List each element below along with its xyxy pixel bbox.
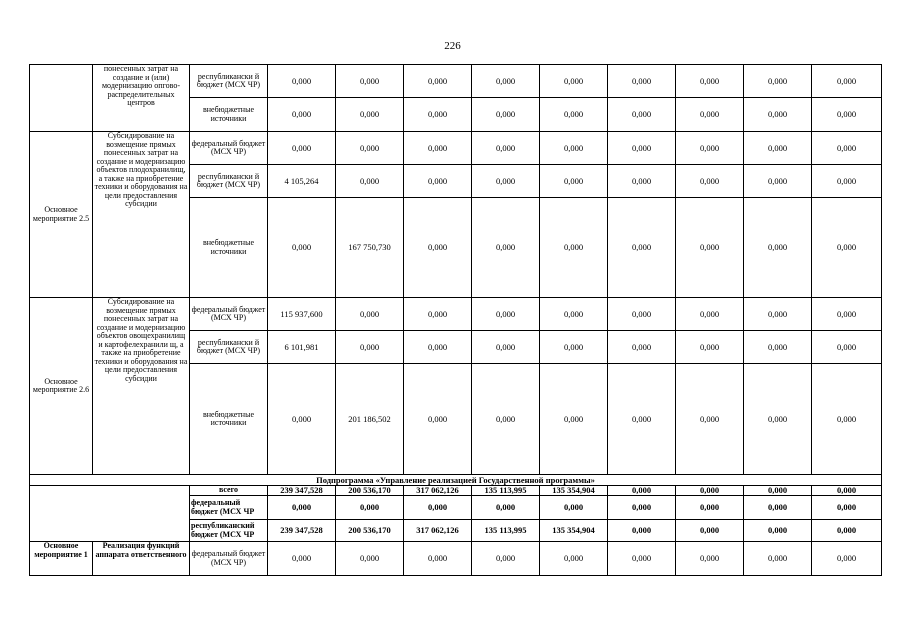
- source-cell: всего: [190, 486, 268, 496]
- value-cell: 239 347,528: [268, 486, 336, 496]
- value-cell: 4 105,264: [268, 165, 336, 198]
- source-cell: республикански й бюджет (МСХ ЧР): [190, 65, 268, 98]
- source-cell: федеральный бюджет (МСХ ЧР: [190, 496, 268, 520]
- table-row: [30, 298, 882, 331]
- empty-cell: [30, 486, 190, 542]
- value-cell: 0,000: [812, 496, 882, 520]
- value-cell: 0,000: [608, 198, 676, 298]
- value-cell: 0,000: [812, 542, 882, 576]
- source-cell: республикански й бюджет (МСХ ЧР): [190, 165, 268, 198]
- value-cell: 0,000: [744, 132, 812, 165]
- value-cell: 0,000: [404, 65, 472, 98]
- value-cell: 0,000: [404, 331, 472, 364]
- value-cell: 0,000: [744, 542, 812, 576]
- value-cell: 0,000: [404, 98, 472, 132]
- value-cell: 0,000: [336, 65, 404, 98]
- value-cell: 0,000: [268, 65, 336, 98]
- source-cell: республиканский бюджет (МСХ ЧР: [190, 520, 268, 542]
- table-row: [30, 132, 882, 165]
- value-cell: 0,000: [676, 98, 744, 132]
- value-cell: 0,000: [676, 364, 744, 475]
- value-cell: 0,000: [608, 165, 676, 198]
- description-cell: Субсидирование на возмещение прямых понесенных затрат на создание и модернизацию объектов плодохранилищ, а также на приобретение техники и оборудования на цели предоставления субсидии: [93, 132, 190, 298]
- value-cell: 0,000: [336, 132, 404, 165]
- description-cell: Субсидирование на возмещение прямых понесенных затрат на создание и модернизацию объектов овощехранилищ и картофелехранили щ, а также на приобретение техники и оборудования на цели предоставления субсидии: [93, 298, 190, 475]
- value-cell: 0,000: [676, 298, 744, 331]
- value-cell: 0,000: [540, 132, 608, 165]
- value-cell: 6 101,981: [268, 331, 336, 364]
- value-cell: 0,000: [744, 298, 812, 331]
- value-cell: 0,000: [268, 132, 336, 165]
- value-cell: 0,000: [676, 65, 744, 98]
- value-cell: 0,000: [676, 331, 744, 364]
- value-cell: 0,000: [472, 98, 540, 132]
- value-cell: 0,000: [472, 65, 540, 98]
- table-row: [30, 542, 882, 576]
- value-cell: 0,000: [268, 198, 336, 298]
- value-cell: 0,000: [676, 132, 744, 165]
- value-cell: 317 062,126: [404, 486, 472, 496]
- description-cell: понесенных затрат на создание и (или) модернизацию опгово-распределительных центров: [93, 65, 190, 132]
- value-cell: 0,000: [336, 331, 404, 364]
- value-cell: 0,000: [540, 331, 608, 364]
- value-cell: 0,000: [472, 298, 540, 331]
- value-cell: 0,000: [676, 486, 744, 496]
- value-cell: 0,000: [812, 132, 882, 165]
- value-cell: 200 536,170: [336, 486, 404, 496]
- value-cell: 0,000: [404, 496, 472, 520]
- value-cell: 0,000: [336, 542, 404, 576]
- value-cell: 0,000: [404, 298, 472, 331]
- value-cell: 0,000: [540, 98, 608, 132]
- value-cell: 0,000: [676, 496, 744, 520]
- value-cell: 200 536,170: [336, 520, 404, 542]
- value-cell: 239 347,528: [268, 520, 336, 542]
- page-number: 226: [444, 40, 461, 52]
- value-cell: 0,000: [540, 298, 608, 331]
- value-cell: 0,000: [540, 542, 608, 576]
- value-cell: 0,000: [472, 331, 540, 364]
- value-cell: 135 354,904: [540, 520, 608, 542]
- value-cell: 0,000: [472, 542, 540, 576]
- value-cell: 0,000: [608, 364, 676, 475]
- value-cell: 0,000: [744, 364, 812, 475]
- value-cell: 0,000: [472, 132, 540, 165]
- value-cell: 0,000: [404, 542, 472, 576]
- value-cell: 0,000: [744, 520, 812, 542]
- value-cell: 0,000: [472, 198, 540, 298]
- value-cell: 0,000: [608, 65, 676, 98]
- value-cell: 0,000: [744, 331, 812, 364]
- value-cell: 0,000: [812, 520, 882, 542]
- value-cell: 0,000: [540, 198, 608, 298]
- value-cell: 0,000: [744, 98, 812, 132]
- value-cell: 0,000: [336, 496, 404, 520]
- table-row: [30, 486, 882, 496]
- value-cell: 0,000: [472, 165, 540, 198]
- source-cell: внебюджетные источники: [190, 98, 268, 132]
- value-cell: 0,000: [812, 165, 882, 198]
- value-cell: 0,000: [336, 298, 404, 331]
- value-cell: 0,000: [268, 98, 336, 132]
- value-cell: 0,000: [608, 496, 676, 520]
- value-cell: 0,000: [336, 98, 404, 132]
- value-cell: 135 354,904: [540, 486, 608, 496]
- table-row: [30, 475, 882, 486]
- source-cell: федеральный бюджет (МСХ ЧР): [190, 132, 268, 165]
- budget-table: [29, 64, 882, 576]
- value-cell: 0,000: [812, 65, 882, 98]
- value-cell: 0,000: [744, 198, 812, 298]
- value-cell: 0,000: [472, 496, 540, 520]
- measure-label: Основное мероприятие 2.5: [30, 132, 93, 298]
- value-cell: 0,000: [336, 165, 404, 198]
- value-cell: 0,000: [744, 496, 812, 520]
- value-cell: 0,000: [744, 486, 812, 496]
- value-cell: 0,000: [676, 542, 744, 576]
- measure-cell: [30, 65, 93, 132]
- value-cell: 0,000: [608, 331, 676, 364]
- value-cell: 0,000: [472, 364, 540, 475]
- value-cell: 167 750,730: [336, 198, 404, 298]
- value-cell: 0,000: [404, 132, 472, 165]
- value-cell: 0,000: [812, 298, 882, 331]
- value-cell: 0,000: [812, 198, 882, 298]
- value-cell: 0,000: [812, 364, 882, 475]
- value-cell: 201 186,502: [336, 364, 404, 475]
- value-cell: 0,000: [812, 98, 882, 132]
- value-cell: 0,000: [608, 542, 676, 576]
- measure-label: Основное мероприятие 1: [30, 542, 93, 576]
- value-cell: 0,000: [812, 486, 882, 496]
- subprogram-title: Подпрограмма «Управление реализацией Государственной программы»: [30, 475, 882, 486]
- value-cell: 0,000: [608, 98, 676, 132]
- value-cell: 0,000: [608, 486, 676, 496]
- value-cell: 0,000: [608, 520, 676, 542]
- value-cell: 0,000: [268, 542, 336, 576]
- value-cell: 0,000: [676, 198, 744, 298]
- description-cell: Реализация функций аппарата ответственного: [93, 542, 190, 576]
- source-cell: внебюджетные источники: [190, 198, 268, 298]
- value-cell: 0,000: [404, 364, 472, 475]
- source-cell: федеральный бюджет (МСХ ЧР): [190, 298, 268, 331]
- value-cell: 0,000: [540, 496, 608, 520]
- source-cell: федеральный бюджет (МСХ ЧР): [190, 542, 268, 576]
- value-cell: 0,000: [404, 198, 472, 298]
- table-row: [30, 65, 882, 98]
- source-cell: внебюджетные источники: [190, 364, 268, 475]
- value-cell: 0,000: [608, 132, 676, 165]
- value-cell: 115 937,600: [268, 298, 336, 331]
- value-cell: 0,000: [540, 65, 608, 98]
- value-cell: 135 113,995: [472, 486, 540, 496]
- value-cell: 0,000: [540, 165, 608, 198]
- value-cell: 0,000: [676, 165, 744, 198]
- value-cell: 0,000: [676, 520, 744, 542]
- value-cell: 0,000: [744, 165, 812, 198]
- value-cell: 0,000: [268, 496, 336, 520]
- measure-label: Основное мероприятие 2.6: [30, 298, 93, 475]
- value-cell: 0,000: [404, 165, 472, 198]
- value-cell: 317 062,126: [404, 520, 472, 542]
- value-cell: 0,000: [812, 331, 882, 364]
- value-cell: 135 113,995: [472, 520, 540, 542]
- value-cell: 0,000: [608, 298, 676, 331]
- source-cell: республикански й бюджет (МСХ ЧР): [190, 331, 268, 364]
- value-cell: 0,000: [268, 364, 336, 475]
- value-cell: 0,000: [744, 65, 812, 98]
- value-cell: 0,000: [540, 364, 608, 475]
